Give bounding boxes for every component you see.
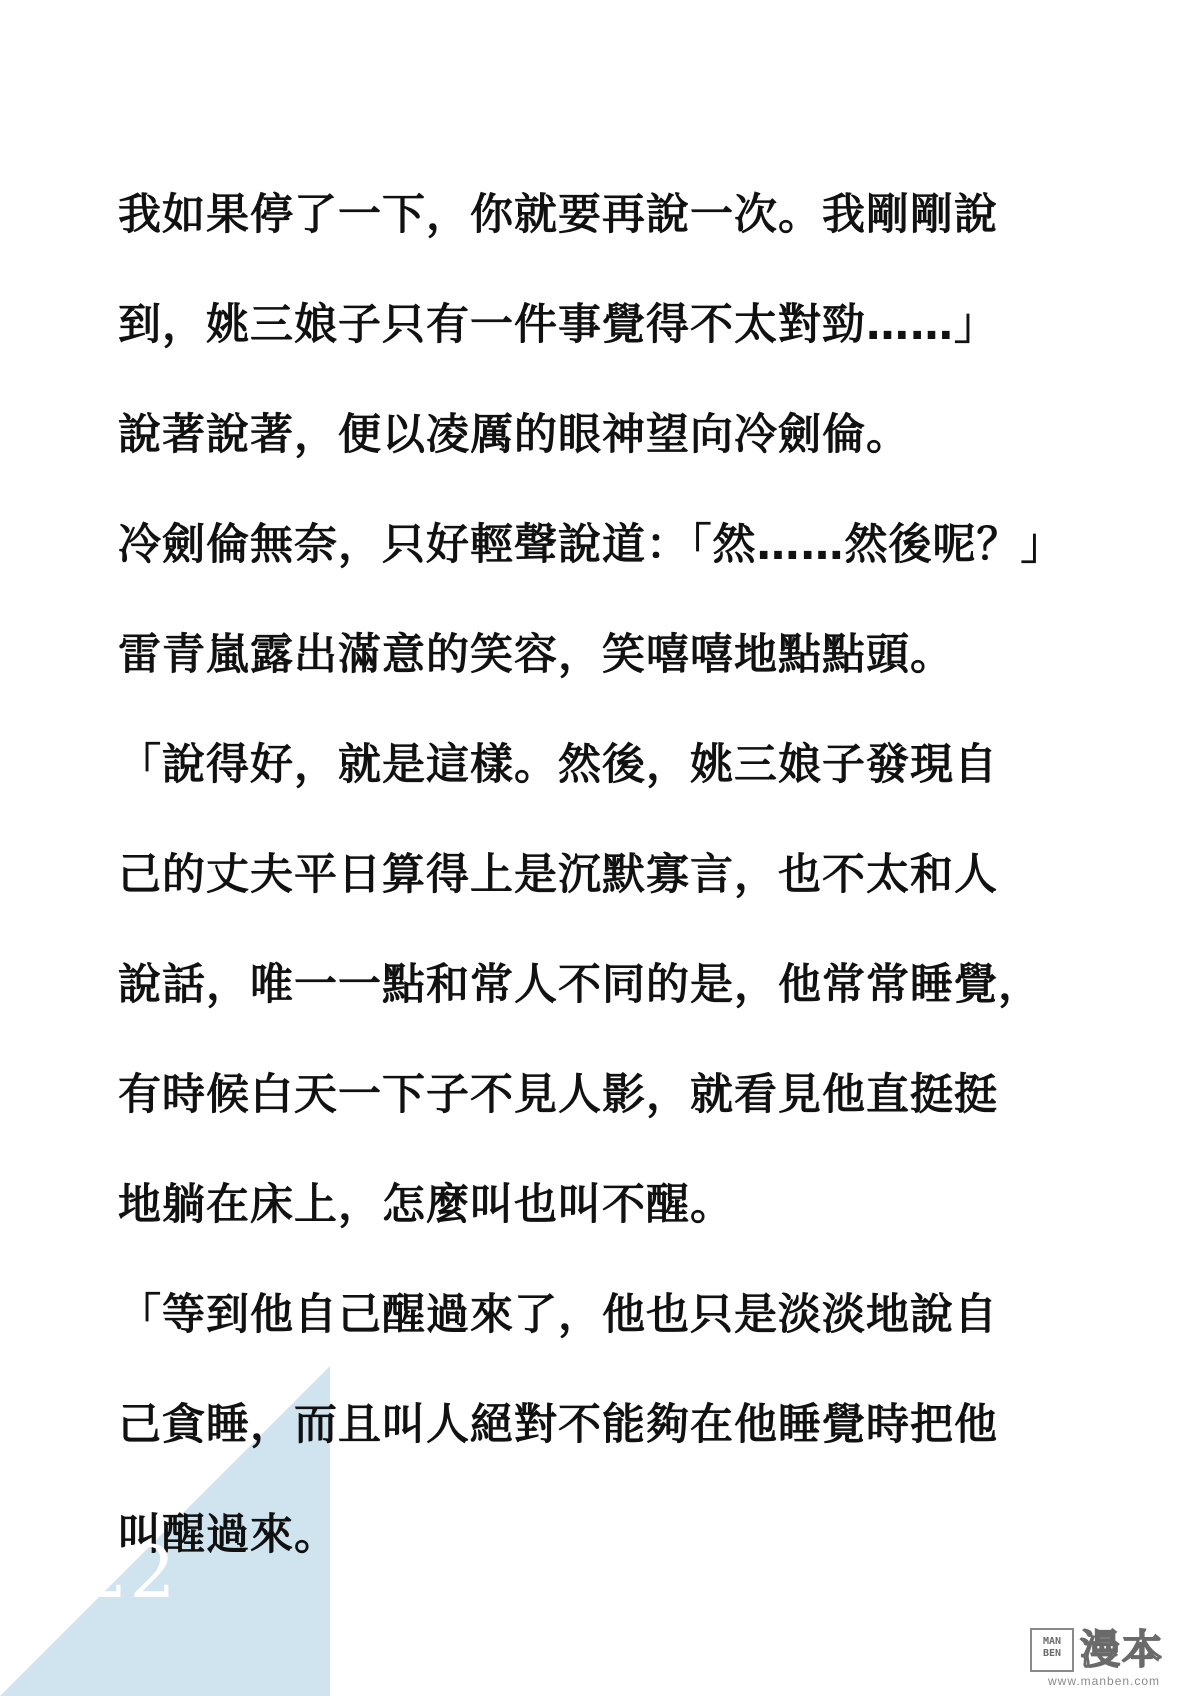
page-number: 222 [34,1530,178,1614]
text-line: 我如果停了一下，你就要再說一次。我剛剛說 [118,190,998,240]
text-line: 冷劍倫無奈，只好輕聲說道：「然……然後呢？」 [118,520,1065,570]
text-line: 說話，唯一一點和常人不同的是，他常常睡覺， [118,960,1042,1010]
body-text [118,160,1098,1590]
text-line: 到，姚三娘子只有一件事覺得不太對勁……」 [118,300,998,350]
text-line: 「說得好，就是這樣。然後，姚三娘子發現自 [118,740,998,790]
text-line: 雷青嵐露出滿意的笑容，笑嘻嘻地點點頭。 [118,630,954,680]
watermark-url: www.manben.com [1048,1674,1161,1688]
text-line: 說著說著，便以凌厲的眼神望向冷劍倫。 [118,410,910,460]
text-line: 「等到他自己醒過來了，他也只是淡淡地說自 [118,1290,998,1340]
text-line: 地躺在床上，怎麼叫也叫不醒。 [118,1180,734,1230]
watermark [1030,1626,1190,1690]
text-line: 叫醒過來。 [118,1510,338,1560]
watermark-logo: MAN BEN [1030,1628,1074,1672]
watermark-chars: 漫本 [1080,1627,1164,1673]
text-line: 有時候白天一下子不見人影，就看見他直挺挺 [118,1070,998,1120]
text-line: 己的丈夫平日算得上是沉默寡言，也不太和人 [118,850,998,900]
text-line: 己貪睡，而且叫人絕對不能夠在他睡覺時把他 [118,1400,998,1450]
